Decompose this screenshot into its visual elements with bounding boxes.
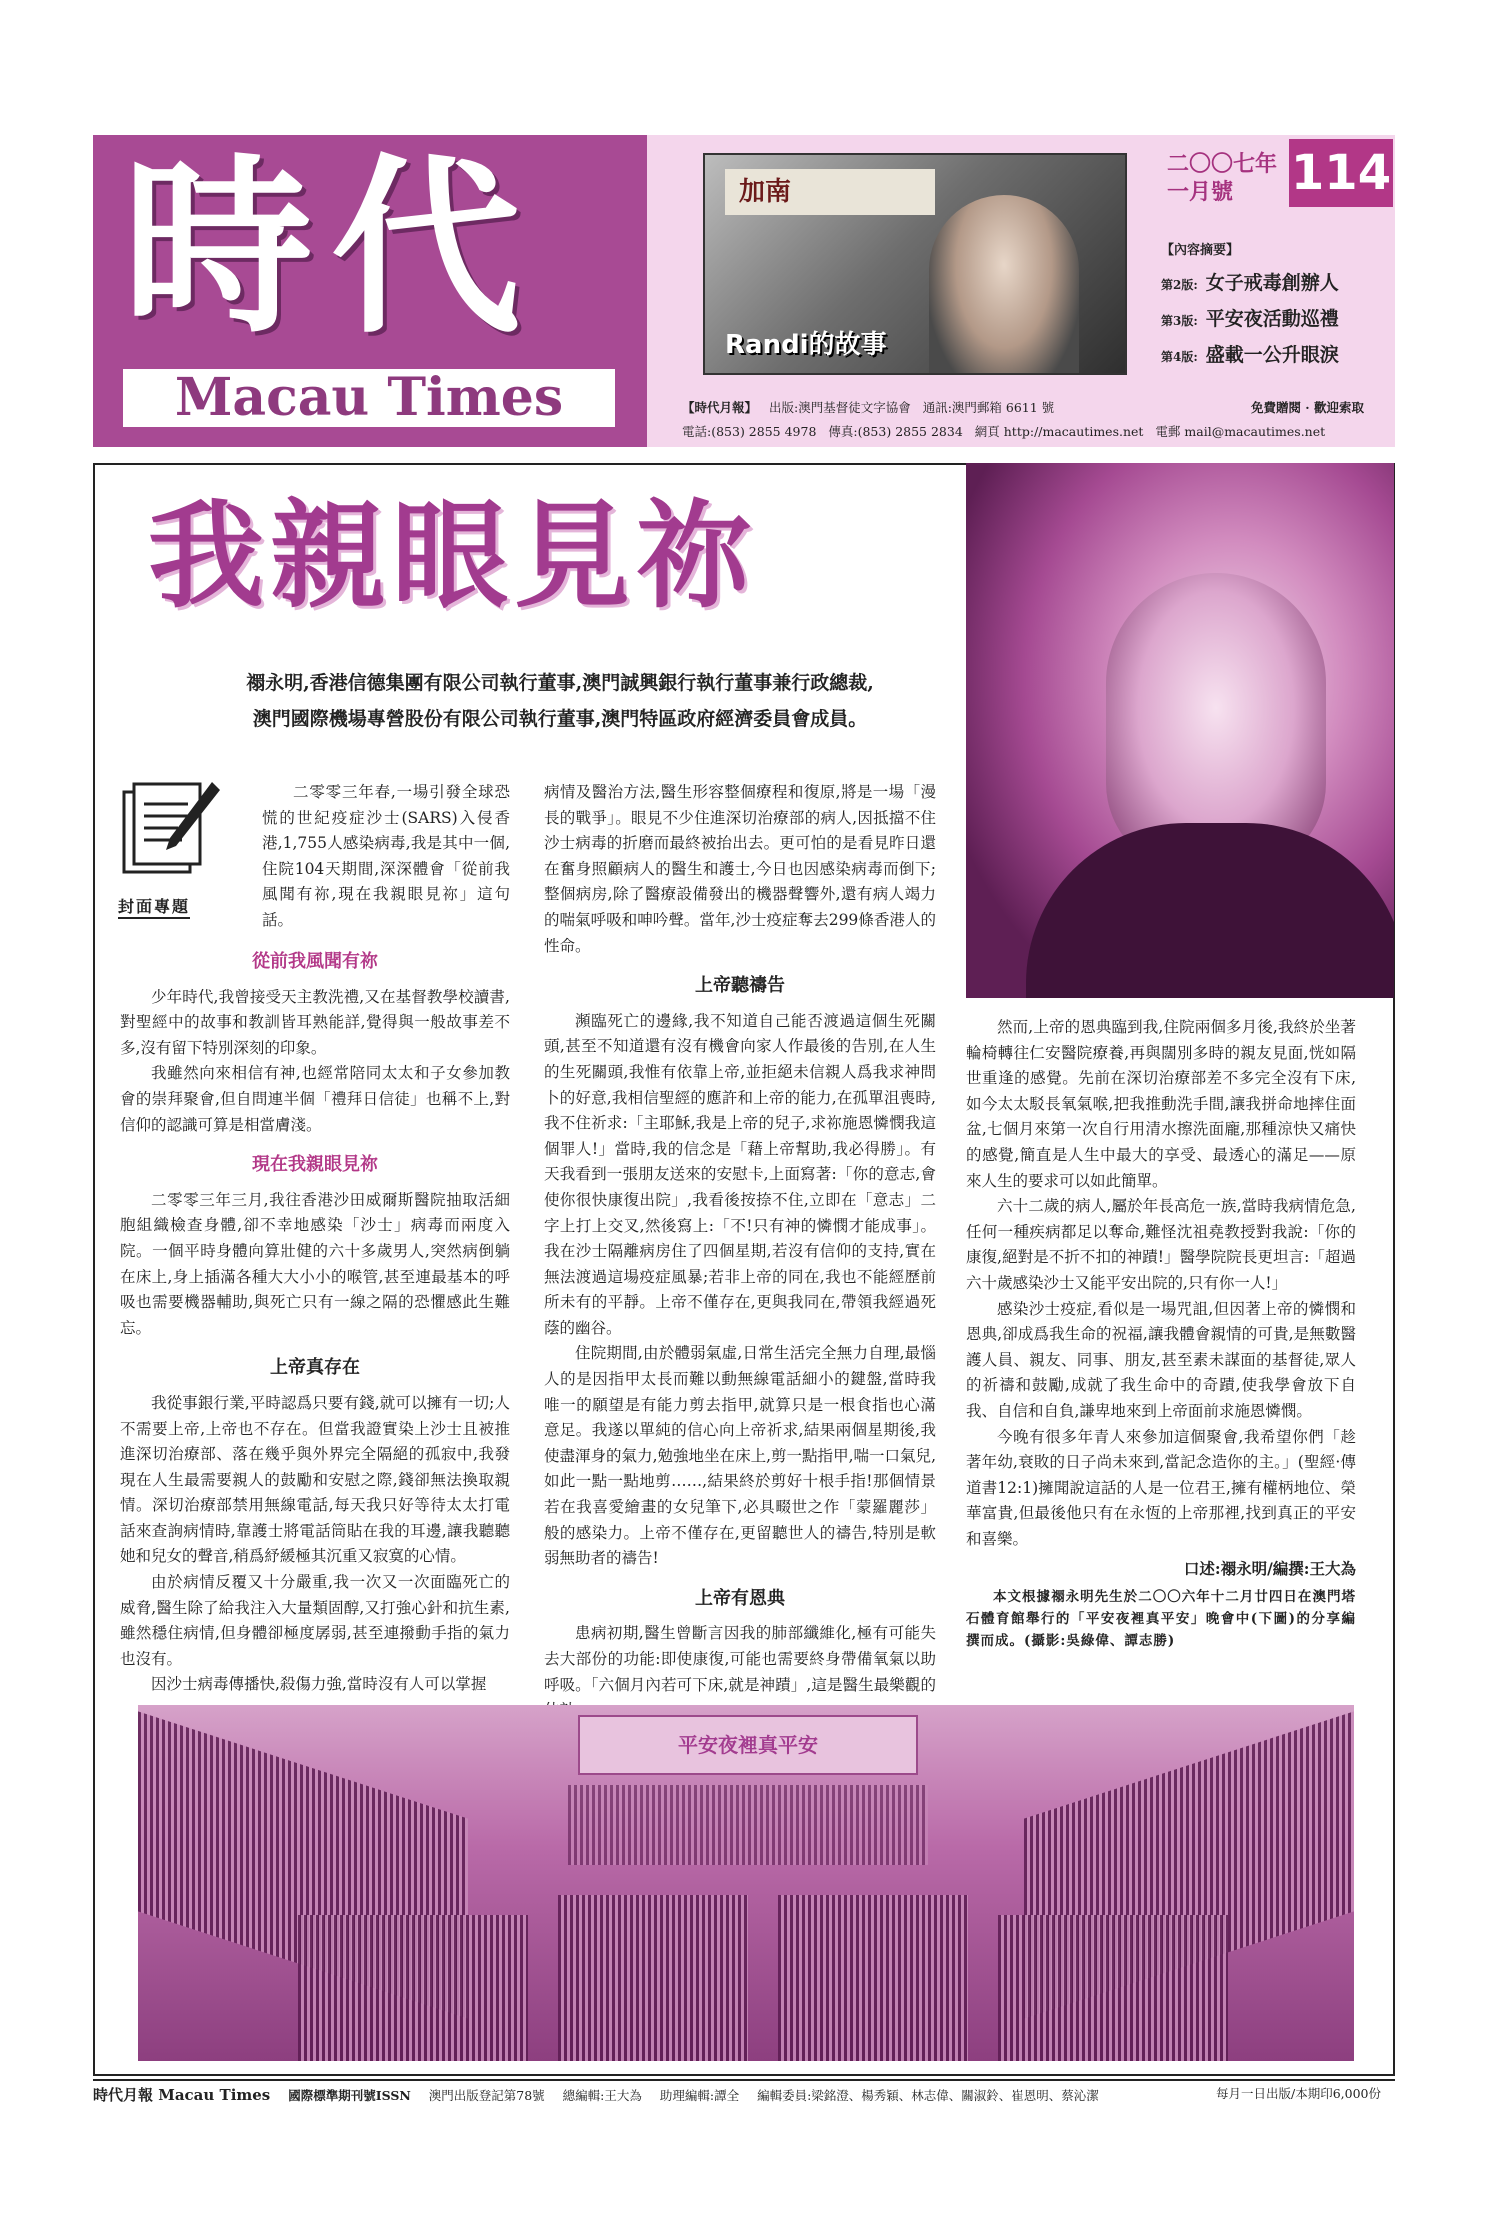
article-headline: 我親眼見祢 — [148, 488, 758, 624]
footer-registration: 澳門出版登記第78號 — [428, 2088, 545, 2103]
document-pen-icon — [118, 776, 226, 884]
paper-label: 【時代月報】 — [682, 400, 758, 415]
article-column-1 — [120, 935, 510, 1698]
crowd-block-2 — [558, 1895, 748, 2061]
footer — [93, 2084, 1395, 2105]
contents-item[interactable]: 第2版: 女子戒毒創辦人 — [1161, 272, 1339, 294]
info-row-1 — [682, 398, 1372, 416]
article-intro — [262, 780, 510, 934]
byline-line-2: 澳門國際機場專營股份有限公司執行董事,澳門特區政府經濟委員會成員。 — [252, 708, 868, 730]
section-heading: 上帝聽禱告 — [695, 975, 785, 997]
masthead-title-en: Macau Times — [123, 369, 615, 427]
paragraph: 感染沙士疫症,看似是一場咒詛,但因著上帝的憐憫和恩典,卻成爲我生命的祝福,讓我體會親情的可貴,是無數醫護人員、親友、同事、朋友,甚至素未謀面的基督徒,眾人的祈禱和鼓勵,成就了我生命中的奇蹟,使我學會放下自我、自信和自負,謙卑地來到上帝面前求施恩憐憫。 — [966, 1299, 1356, 1420]
author-credit: 口述:禤永明/編撰:王大為 — [1183, 1559, 1356, 1579]
portrait-suit — [1026, 823, 1394, 998]
paragraph: 病情及醫治方法,醫生形容整個療程和復原,將是一場「漫長的戰爭」。眼見不少住進深切治療部的病人,因抵擋不住沙士病毒的折磨而最終被抬出去。更可怕的是看見昨日還在奮身照顧病人的醫生和護士,今日也因感染病毒而倒下;整個病房,除了醫療設備發出的機器聲響外,還有病人竭力的喘氣呼吸和呻吟聲。當年,沙士疫症奪去299條香港人的性命。 — [544, 783, 936, 955]
footer-circulation: 每月一日出版/本期印6,000份 — [1216, 2086, 1381, 2101]
issue-date-month: 一月號 — [1167, 180, 1234, 205]
email-link[interactable]: 電郵 mail@macautimes.net — [1155, 424, 1326, 439]
cover-caption: Randi的故事 — [725, 330, 887, 360]
article-column-3 — [966, 1015, 1356, 1652]
crowd-block-4 — [998, 1915, 1228, 2061]
contents-list — [1161, 265, 1339, 373]
paragraph: 二零零三年三月,我往香港沙田威爾斯醫院抽取活細胞組織檢查身體,卻不幸地感染「沙士」病毒而兩度入院。一個平時身體向算壯健的六十多歲男人,突然病倒躺在床上,身上插滿各種大大小小的喉管,甚至連最基本的呼吸也需要機器輔助,與死亡只有一線之隔的恐懼感此生難忘。 — [120, 1190, 510, 1337]
footer-rule — [93, 2079, 1395, 2081]
contents-item[interactable]: 第3版: 平安夜活動巡禮 — [1161, 308, 1339, 330]
footer-title: 時代月報 Macau Times — [93, 2086, 271, 2104]
paragraph: 今晚有很多年青人來參加這個聚會,我希望你們「趁著年幼,衰敗的日子尚未來到,當記念造你的主。」(聖經·傳道書12:1)擁聞說這話的人是一位君王,擁有權柄地位、榮華富貴,但最後他只有在永恆的上帝那裡,找到真正的平安和喜樂。 — [966, 1427, 1356, 1548]
section-heading: 上帝有恩典 — [695, 1587, 785, 1609]
footer-editor: 總編輯:王大為 — [562, 2088, 642, 2103]
cover-shop-sign: 加南 — [725, 169, 935, 215]
section-heading: 上帝真存在 — [270, 1357, 360, 1379]
paragraph: 然而,上帝的恩典臨到我,住院兩個多月後,我終於坐著輪椅轉往仁安醫院療養,再與闊別多時的親友見面,恍如隔世重逢的感覺。先前在深切治療部差不多完全沒有下床,如今太太駁長氧氣喉,把我推動洗手間,讓我拼命地摔住面盆,七個月來第一次自行用清水擦洗面龐,那種涼快又痛快的感覺,簡直是人生中最大的享受、最透心的滿足——原來人生的要求可以如此簡單。 — [966, 1018, 1356, 1190]
cover-feature-label: 封面專題 — [118, 894, 190, 919]
footer-issn: 國際標準期刊號ISSN — [288, 2088, 411, 2103]
contents-item[interactable]: 第4版: 盛載一公升眼淚 — [1161, 344, 1339, 366]
paragraph: 少年時代,我曾接受天主教洗禮,又在基督教學校讀書,對聖經中的故事和教訓皆耳熟能詳,覺得與一般故事差不多,沒有留下特別深刻的印象。 — [120, 987, 510, 1057]
issue-date — [1167, 151, 1277, 207]
masthead — [93, 135, 647, 447]
paragraph: 我從事銀行業,平時認爲只要有錢,就可以擁有一切;人不需要上帝,上帝也不存在。但當我證實染上沙士且被推進深切治療部、落在幾乎與外界完全隔絕的孤寂中,我發現在人生最需要親人的鼓勵和安慰之際,錢卻無法換取親情。深切治療部禁用無線電話,每天我只好等待太太打電話來查詢病情時,靠護士將電話筒貼在我的耳邊,讓我聽聽她和兒女的聲音,稍爲紓緩極其沉重又寂寞的心情。 — [120, 1393, 510, 1566]
event-banner: 平安夜裡真平安 — [578, 1715, 918, 1775]
event-photo — [138, 1705, 1354, 2061]
publisher: 出版:澳門基督徒文字協會 — [769, 400, 911, 415]
fax: 傳真:(853) 2855 2834 — [828, 424, 963, 439]
phone: 電話:(853) 2855 4978 — [682, 424, 817, 439]
issue-number: 114 — [1289, 139, 1393, 207]
paragraph: 六十二歲的病人,屬於年長高危一族,當時我病情危急,任何一種疾病都足以奪命,難怪沈祖堯教授對我說:「你的康復,絕對是不折不扣的神蹟!」醫學院院長更坦言:「超過六十歲感染沙士又能平安出院的,只有你一人!」 — [966, 1197, 1356, 1292]
footer-assistant-editor: 助理編輯:譚全 — [659, 2088, 740, 2103]
website-link[interactable]: 網頁 http://macautimes.net — [974, 424, 1144, 439]
section-heading: 從前我風聞有祢 — [252, 951, 378, 972]
paragraph: 我雖然向來相信有神,也經常陪同太太和子女參加教會的崇拜聚會,但自問連半個「禮拜日信徒」也稱不上,對信仰的認識可算是相當膚淺。 — [120, 1064, 510, 1134]
paragraph: 瀕臨死亡的邊緣,我不知道自己能否渡過這個生死關頭,甚至不知道還有沒有機會向家人作最後的告別,在人生的生死關頭,我惟有依靠上帝,並拒絕未信親人爲我求神問卜的好意,我相信聖經的應許和上帝的能力,在孤單沮喪時,我不住祈求:「主耶穌,我是上帝的兒子,求祢施恩憐憫我這個罪人!」當時,我的信念是「藉上帝幫助,我必得勝」。有天我看到一張朋友送來的安慰卡,上面寫著:「你的意志,會使你很快康復出院」,我看後按捺不住,立即在「意志」二字上打上交叉,然後寫上:「不!只有神的憐憫才能成事」。我在沙士隔離病房住了四個星期,若沒有信仰的支持,實在無法渡過這場疫症風暴;若非上帝的同在,我也不能經歷前所未有的平靜。上帝不僅存在,更與我同在,帶領我經過死蔭的幽谷。 — [544, 1011, 936, 1337]
crowd-block-1 — [298, 1915, 528, 2061]
footer-committee: 編輯委員:梁銘澄、楊秀穎、林志偉、關淑鈴、崔恩明、蔡沁潔 — [757, 2088, 1099, 2103]
cover-person-image — [929, 195, 1079, 375]
portrait-photo — [966, 463, 1394, 998]
source-note: 本文根據禤永明先生於二〇〇六年十二月廿四日在澳門塔石體育館舉行的「平安夜裡真平安」晚會中(下圖)的分享編撰而成。(攝影:吳綠偉、譚志勝) — [966, 1589, 1356, 1650]
section-heading: 現在我親眼見祢 — [252, 1154, 378, 1176]
mail-address: 通訊:澳門郵箱 6611 號 — [922, 400, 1055, 415]
cover-photo — [703, 153, 1127, 375]
paragraph: 患病初期,醫生曾斷言因我的肺部纖維化,極有可能失去大部份的功能:即使康復,可能也需要終身帶備氧氣以助呼吸。「六個月內若可下床,就是神蹟」,這是醫生最樂觀的 — [544, 1624, 936, 1694]
paragraph: 因沙士病毒傳播快,殺傷力強,當時沒有人可以掌握 — [151, 1675, 487, 1694]
paragraph: 由於病情反覆又十分嚴重,我一次又一次面臨死亡的威脅,醫生除了給我注入大量類固醇,又打強心針和抗生素,雖然穩住病情,但身體卻極度孱弱,甚至連撥動手指的氣力也沒有。 — [120, 1573, 510, 1668]
issue-date-year: 二〇〇七年 — [1167, 152, 1278, 177]
free-notice: 免費贈閱 · 歡迎索取 — [1250, 400, 1364, 415]
crowd-block-3 — [778, 1895, 968, 2061]
info-row-2 — [682, 422, 1372, 440]
masthead-title-zh: 時代 — [123, 136, 540, 359]
paragraph: 住院期間,由於體弱氣虛,日常生活完全無力自理,最惱人的是因指甲太長而難以動無線電話細小的鍵盤,當時我唯一的願望是有能力剪去指甲,就算只是一根食指也心滿意足。我遂以單純的信心向上帝祈求,結果兩個星期後,我使盡渾身的氣力,勉強地坐在床上,剪一點指甲,喘一口氣兒,如此一點一點地剪……,結果終於剪好十根手指!那個情景若在我喜愛繪畫的女兒筆下,必具畷世之作「蒙羅麗莎」般的感染力。上帝不僅存在,更留聽世人的禱告,特別是軟弱無助者的禱告! — [544, 1344, 936, 1568]
intro-paragraph: 二零零三年春,一場引發全球恐慌的世紀疫症沙士(SARS)入侵香港,1,755人感染病毒,我是其中一個,住院104天期間,深深體會「從前我風聞有祢,現在我親眼見祢」這句話。 — [262, 783, 510, 929]
article-column-2 — [544, 780, 936, 1724]
byline-line-1: 禤永明,香港信德集團有限公司執行董事,澳門誠興銀行執行董事兼行政總裁, — [246, 672, 874, 694]
choir-stage — [568, 1785, 928, 1865]
contents-heading: 【內容摘要】 — [1161, 243, 1240, 258]
